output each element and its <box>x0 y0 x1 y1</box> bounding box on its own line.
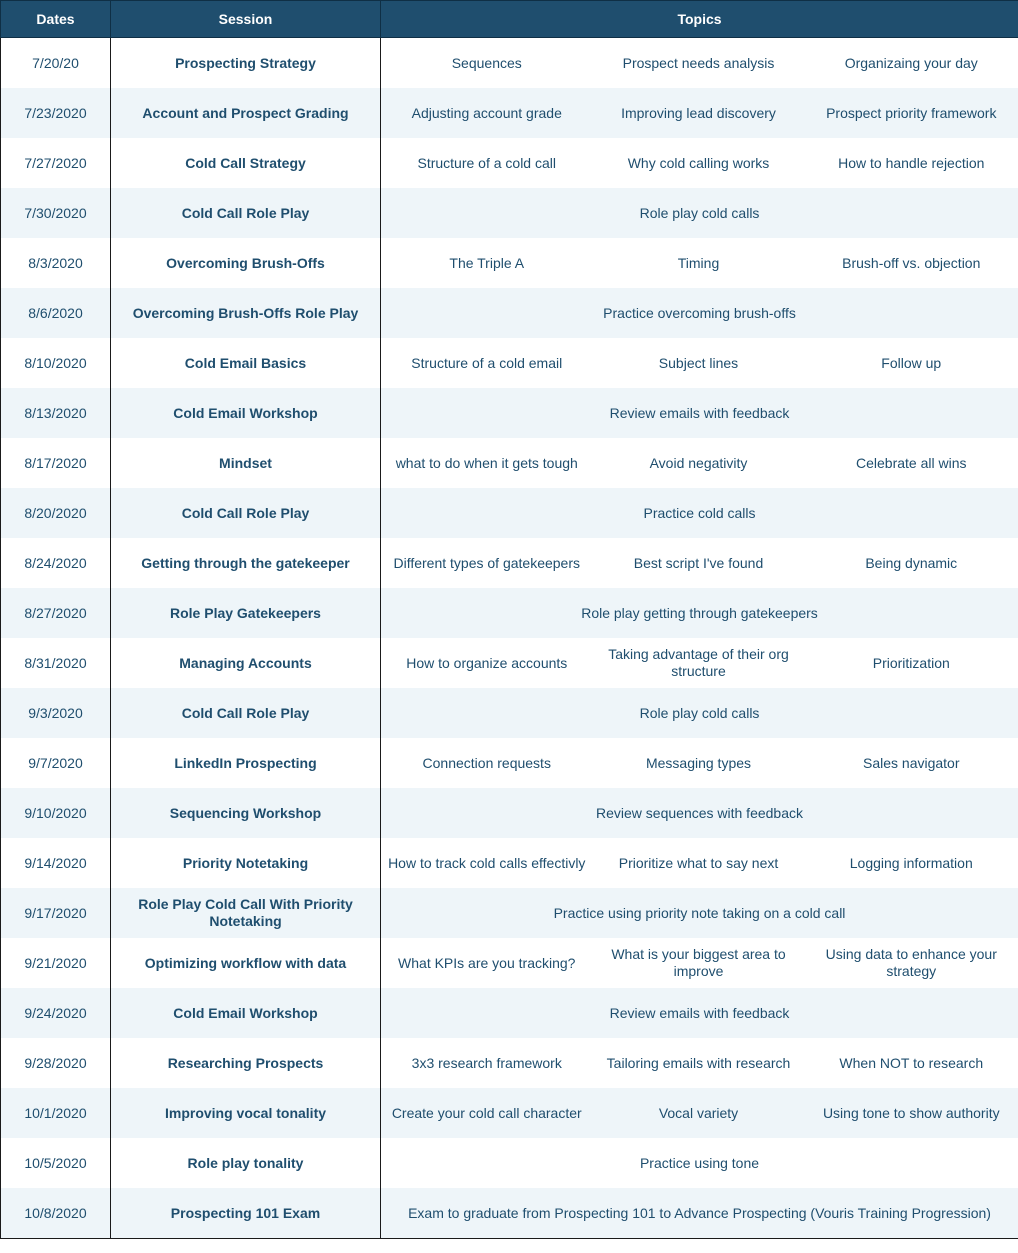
topic-cell: Structure of a cold email <box>381 338 593 388</box>
topic-cell: Using tone to show authority <box>805 1088 1018 1138</box>
date-cell: 9/14/2020 <box>1 838 111 888</box>
table-row <box>1 1188 1018 1239</box>
topic-cell: Adjusting account grade <box>381 88 593 138</box>
topic-cell-merged: Practice cold calls <box>381 488 1018 538</box>
table-row <box>1 1038 1018 1088</box>
topic-cell: Prospect priority framework <box>805 88 1018 138</box>
topic-cell: Connection requests <box>381 738 593 788</box>
topic-cell: What is your biggest area to improve <box>593 938 805 988</box>
table-header <box>1 1 1018 38</box>
topic-cell: Logging information <box>805 838 1018 888</box>
topic-cell: The Triple A <box>381 238 593 288</box>
date-cell: 9/7/2020 <box>1 738 111 788</box>
table-row <box>1 788 1018 838</box>
table-row <box>1 338 1018 388</box>
table-row <box>1 138 1018 188</box>
session-cell: Managing Accounts <box>111 638 381 688</box>
date-cell: 9/24/2020 <box>1 988 111 1038</box>
date-cell: 10/8/2020 <box>1 1188 111 1239</box>
table-row <box>1 438 1018 488</box>
table-row <box>1 1088 1018 1138</box>
header-dates: Dates <box>1 1 111 38</box>
topic-cell-merged: Role play cold calls <box>381 688 1018 738</box>
session-cell: Cold Email Workshop <box>111 388 381 438</box>
table-row <box>1 88 1018 138</box>
topic-cell-merged: Review emails with feedback <box>381 988 1018 1038</box>
session-cell: Prospecting Strategy <box>111 38 381 89</box>
topic-cell: Prioritize what to say next <box>593 838 805 888</box>
topic-cell: Vocal variety <box>593 1088 805 1138</box>
topic-cell: Sequences <box>381 38 593 89</box>
topic-cell: Brush-off vs. objection <box>805 238 1018 288</box>
date-cell: 9/17/2020 <box>1 888 111 938</box>
date-cell: 9/10/2020 <box>1 788 111 838</box>
topic-cell: Messaging types <box>593 738 805 788</box>
topic-cell: Sales navigator <box>805 738 1018 788</box>
date-cell: 8/20/2020 <box>1 488 111 538</box>
table-row <box>1 538 1018 588</box>
date-cell: 9/3/2020 <box>1 688 111 738</box>
table-row <box>1 188 1018 238</box>
topic-cell: Subject lines <box>593 338 805 388</box>
session-cell: Mindset <box>111 438 381 488</box>
table-row <box>1 888 1018 938</box>
date-cell: 7/23/2020 <box>1 88 111 138</box>
session-cell: Overcoming Brush-Offs <box>111 238 381 288</box>
date-cell: 9/28/2020 <box>1 1038 111 1088</box>
topic-cell: How to track cold calls effectivly <box>381 838 593 888</box>
topic-cell: Improving lead discovery <box>593 88 805 138</box>
header-row <box>1 1 1018 38</box>
session-cell: Cold Email Basics <box>111 338 381 388</box>
table-row <box>1 588 1018 638</box>
topic-cell-merged: Review sequences with feedback <box>381 788 1018 838</box>
date-cell: 7/30/2020 <box>1 188 111 238</box>
topic-cell-merged: Role play cold calls <box>381 188 1018 238</box>
date-cell: 10/5/2020 <box>1 1138 111 1188</box>
topic-cell: Avoid negativity <box>593 438 805 488</box>
topic-cell-merged: Practice using tone <box>381 1138 1018 1188</box>
topic-cell: Celebrate all wins <box>805 438 1018 488</box>
topic-cell-merged: Practice overcoming brush-offs <box>381 288 1018 338</box>
session-cell: Prospecting 101 Exam <box>111 1188 381 1239</box>
header-session: Session <box>111 1 381 38</box>
table-row <box>1 988 1018 1038</box>
date-cell: 9/21/2020 <box>1 938 111 988</box>
topic-cell: How to handle rejection <box>805 138 1018 188</box>
session-cell: Priority Notetaking <box>111 838 381 888</box>
topic-cell: Being dynamic <box>805 538 1018 588</box>
table-row <box>1 688 1018 738</box>
table-row <box>1 938 1018 988</box>
topic-cell-merged: Role play getting through gatekeepers <box>381 588 1018 638</box>
table-row <box>1 288 1018 338</box>
session-cell: Account and Prospect Grading <box>111 88 381 138</box>
topic-cell: Taking advantage of their org structure <box>593 638 805 688</box>
topic-cell: How to organize accounts <box>381 638 593 688</box>
topic-cell: Prioritization <box>805 638 1018 688</box>
header-topics: Topics <box>381 1 1018 38</box>
date-cell: 7/27/2020 <box>1 138 111 188</box>
topic-cell: what to do when it gets tough <box>381 438 593 488</box>
table-row <box>1 1138 1018 1188</box>
topic-cell-merged: Practice using priority note taking on a cold call <box>381 888 1018 938</box>
table-body <box>1 38 1018 1239</box>
session-cell: Getting through the gatekeeper <box>111 538 381 588</box>
topic-cell: Structure of a cold call <box>381 138 593 188</box>
table-row <box>1 838 1018 888</box>
date-cell: 8/13/2020 <box>1 388 111 438</box>
table-row <box>1 238 1018 288</box>
date-cell: 8/31/2020 <box>1 638 111 688</box>
session-cell: Cold Call Role Play <box>111 688 381 738</box>
topic-cell: What KPIs are you tracking? <box>381 938 593 988</box>
topic-cell: Different types of gatekeepers <box>381 538 593 588</box>
session-cell: Improving vocal tonality <box>111 1088 381 1138</box>
date-cell: 10/1/2020 <box>1 1088 111 1138</box>
table-row <box>1 738 1018 788</box>
session-cell: Role play tonality <box>111 1138 381 1188</box>
topic-cell: Organizaing your day <box>805 38 1018 89</box>
session-cell: LinkedIn Prospecting <box>111 738 381 788</box>
table-row <box>1 388 1018 438</box>
topic-cell: When NOT to research <box>805 1038 1018 1088</box>
date-cell: 8/24/2020 <box>1 538 111 588</box>
topic-cell: 3x3 research framework <box>381 1038 593 1088</box>
date-cell: 8/3/2020 <box>1 238 111 288</box>
topic-cell: Timing <box>593 238 805 288</box>
topic-cell-merged: Exam to graduate from Prospecting 101 to Advance Prospecting (Vouris Training Progression) <box>381 1188 1018 1239</box>
session-cell: Cold Call Role Play <box>111 188 381 238</box>
date-cell: 8/10/2020 <box>1 338 111 388</box>
session-cell: Cold Email Workshop <box>111 988 381 1038</box>
session-cell: Overcoming Brush-Offs Role Play <box>111 288 381 338</box>
date-cell: 8/6/2020 <box>1 288 111 338</box>
session-cell: Sequencing Workshop <box>111 788 381 838</box>
topic-cell: Follow up <box>805 338 1018 388</box>
date-cell: 8/17/2020 <box>1 438 111 488</box>
topic-cell: Prospect needs analysis <box>593 38 805 89</box>
date-cell: 8/27/2020 <box>1 588 111 638</box>
topic-cell: Using data to enhance your strategy <box>805 938 1018 988</box>
session-cell: Researching Prospects <box>111 1038 381 1088</box>
session-cell: Role Play Gatekeepers <box>111 588 381 638</box>
session-cell: Cold Call Role Play <box>111 488 381 538</box>
session-cell: Optimizing workflow with data <box>111 938 381 988</box>
table-row <box>1 488 1018 538</box>
session-cell: Role Play Cold Call With Priority Notetaking <box>111 888 381 938</box>
topic-cell: Best script I've found <box>593 538 805 588</box>
table-row <box>1 38 1018 89</box>
topic-cell-merged: Review emails with feedback <box>381 388 1018 438</box>
topic-cell: Create your cold call character <box>381 1088 593 1138</box>
topic-cell: Why cold calling works <box>593 138 805 188</box>
session-cell: Cold Call Strategy <box>111 138 381 188</box>
date-cell: 7/20/20 <box>1 38 111 89</box>
table-row <box>1 638 1018 688</box>
topic-cell: Tailoring emails with research <box>593 1038 805 1088</box>
